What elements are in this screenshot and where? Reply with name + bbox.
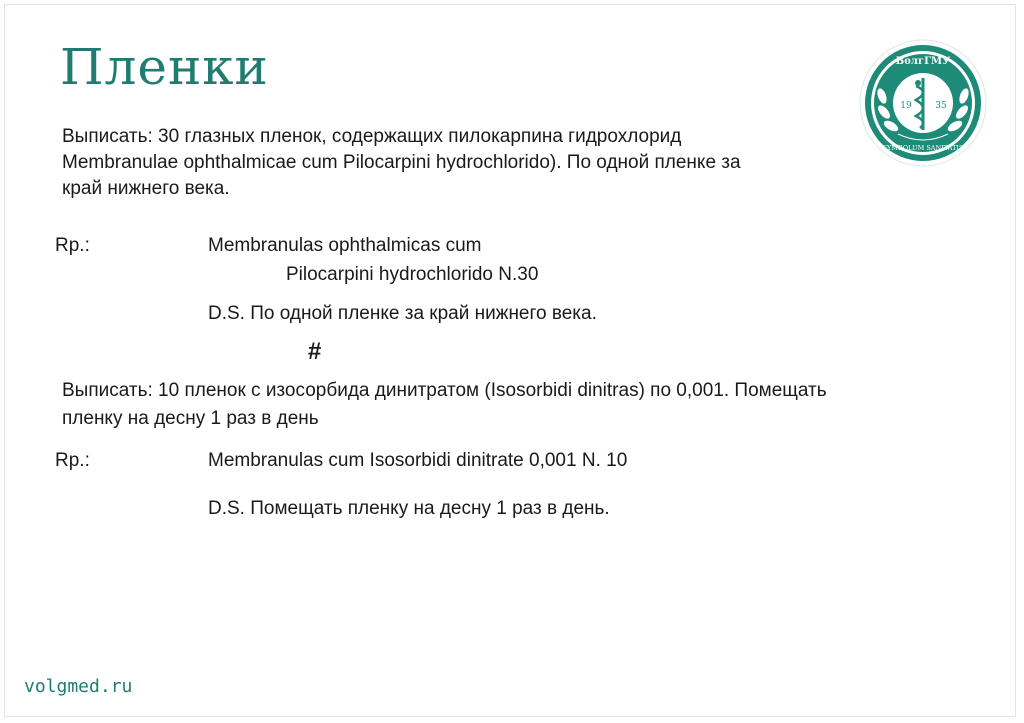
rp-label-1: Rp.: <box>55 235 90 256</box>
logo-year-left: 19 <box>900 101 912 111</box>
logo-motto: SYMBOLUM SANITATIS <box>882 144 964 152</box>
slide-title: Пленки <box>60 38 269 96</box>
footer-url[interactable]: volgmed.ru <box>24 676 133 697</box>
rx-1-line-1: Membranulas ophthalmicas cum <box>208 235 482 256</box>
task-2-line-1: Выписать: 10 пленок с изосорбида динитратом (Isosorbidi dinitras) по 0,001. Помещать <box>62 380 827 401</box>
rx-1-line-2: Pilocarpini hydrochlorido N.30 <box>286 264 539 285</box>
task-1-line-1: Выписать: 30 глазных пленок, содержащих пилокарпина гидрохлорид <box>62 126 682 147</box>
task-2-line-2: пленку на десну 1 раз в день <box>62 408 319 429</box>
ds-1: D.S. По одной пленке за край нижнего века. <box>208 303 597 324</box>
task-1-line-3: край нижнего века. <box>62 178 230 199</box>
task-1-line-2: Membranulae ophthalmicae cum Pilocarpini hydrochlorido). По одной пленке за <box>62 152 741 173</box>
logo-year-right: 35 <box>935 101 947 111</box>
separator-hash: # <box>308 338 322 365</box>
rp-label-2: Rp.: <box>55 450 90 471</box>
logo-top-text: ВолгГМУ <box>895 56 951 67</box>
volggmu-logo-icon <box>858 38 988 168</box>
rx-2-line-1: Membranulas cum Isosorbidi dinitrate 0,001 N. 10 <box>208 450 628 471</box>
ds-2: D.S. Помещать пленку на десну 1 раз в день. <box>208 498 610 519</box>
